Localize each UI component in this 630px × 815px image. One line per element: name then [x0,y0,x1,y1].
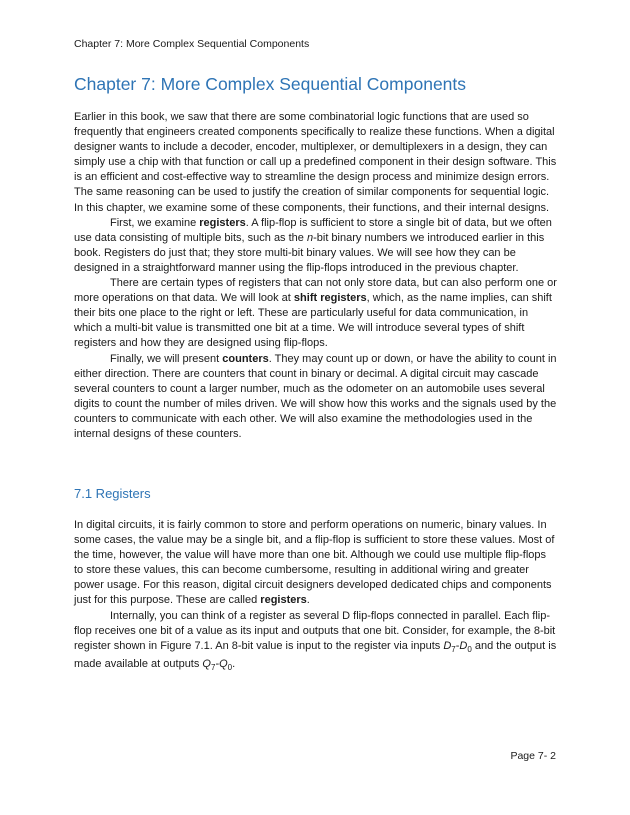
chapter-title: Chapter 7: More Complex Sequential Components [74,74,467,94]
section-paragraph-2: Internally, you can think of a register as several D flip-flops connected in parallel. Each flip-flop receives one bit of a value as its input and outputs that one bit. Consider, for example, the 8-bit register shown in Figure 7.1. An 8-bit value is input to the register via inputs $D_7-D_0$ and the output is made available at outputs $Q_7-Q_0$. [74,609,557,673]
intro-paragraph-2: First, we examine registers. A flip-flop is sufficient to store a single bit of data, but we often use data consisting of multiple bits, such as the n-bit binary numbers we introduced earlier in this book. Registers do just that; they store multi-bit binary values. We will see how they can be designed in a straightforward manner using the flip-flops introduced in the previous chapter. [74,216,552,274]
running-header: Chapter 7: More Complex Sequential Components [74,38,310,50]
term-counters: counters [222,352,269,365]
section-paragraph-1: In digital circuits, it is fairly common to store and perform operations on numeric, binary values. In some cases, the value may be a single bit, and a flip-flop is sufficient to store these values. Most of the time, however, the value will have more than one bit. Although we could use multiple flip-flops to store these values, this can become cumbersome, resulting in additional wiring and greater power usage. For this reason, digital circuit designers developed dedicated chips and components just for this purpose. These are called registers. [74,519,555,607]
chapter-intro [74,110,557,442]
section-title: 7.1 Registers [74,486,151,501]
term-registers-def: registers [260,594,307,607]
intro-paragraph-3: There are certain types of registers that can not only store data, but can also perform one or more operations on that data. We will look at shift registers, which, as the name implies, can shift their bits one place to the right or left. These are particularly useful for data communication, in which a multi-bit value is transmitted one bit at a time. We will introduce several types of shift registers and how they are designed using flip-flops. [74,277,557,350]
term-registers: registers [199,216,246,229]
term-shift-registers: shift registers [293,292,367,305]
page-number: Page 7- 2 [510,750,556,762]
intro-paragraph-4: Finally, we will present counters. They may count up or down, or have the ability to count in either direction. There are counters that count in binary or decimal. A digital circuit may cascade several counters to count a larger number, much as the odometer on an automobile uses several digits to count the number of miles driven. We will show how this works and the signals used by the counters to communicate with each other. We will also examine the methodologies used in the internal designs of these counters. [74,352,557,440]
section-body [74,518,557,675]
intro-paragraph-1: Earlier in this book, we saw that there are some combinatorial logic functions that are used so frequently that engineers created components specifically to realize these functions. When a digital designer wants to include a decoder, encoder, multiplexer, or demultiplexers in a design, they can simply use a chip with that function or call up a predefined component in their design software. This is an efficient and cost-effective way to streamline the design process and minimize design errors. The same reasoning can be used to justify the creation of similar components for sequential logic. In this chapter, we examine some of these components, their functions, and their internal designs. [74,111,557,214]
